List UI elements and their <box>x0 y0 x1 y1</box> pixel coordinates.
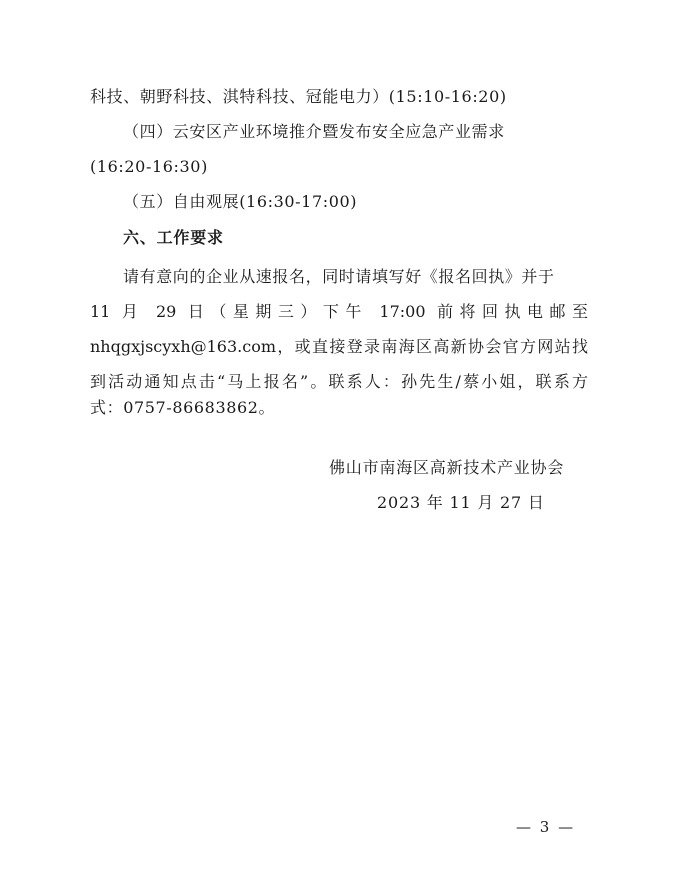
section-heading: 六、工作要求 <box>123 228 224 247</box>
agenda-item-five: （五）自由观展(16:30-17:00) <box>123 192 358 211</box>
agenda-item-four-time: (16:20-16:30) <box>90 157 208 176</box>
paragraph-line-5: 式：0757-86683862。 <box>90 398 276 417</box>
signature-date: 2023 年 11 月 27 日 <box>377 493 545 512</box>
paragraph-line-2: 11 月 29 日（星期三）下午 17:00 前将回执电邮至 <box>90 302 588 321</box>
agenda-item-four: （四）云安区产业环境推介暨发布安全应急产业需求 <box>123 122 505 141</box>
signature-organization: 佛山市南海区高新技术产业协会 <box>329 458 565 477</box>
paragraph-line-1: 请有意向的企业从速报名，同时请填写好《报名回执》并于 <box>123 267 555 286</box>
paragraph-line-4: 到活动通知点击“马上报名”。联系人：孙先生/蔡小姐，联系方 <box>90 372 588 391</box>
page-number: — 3 — <box>516 818 576 836</box>
agenda-line-continued: 科技、朝野科技、淇特科技、冠能电力）(15:10-16:20) <box>90 87 507 106</box>
paragraph-line-3: nhqgxjscyxh@163.com，或直接登录南海区高新协会官方网站找 <box>90 337 588 356</box>
